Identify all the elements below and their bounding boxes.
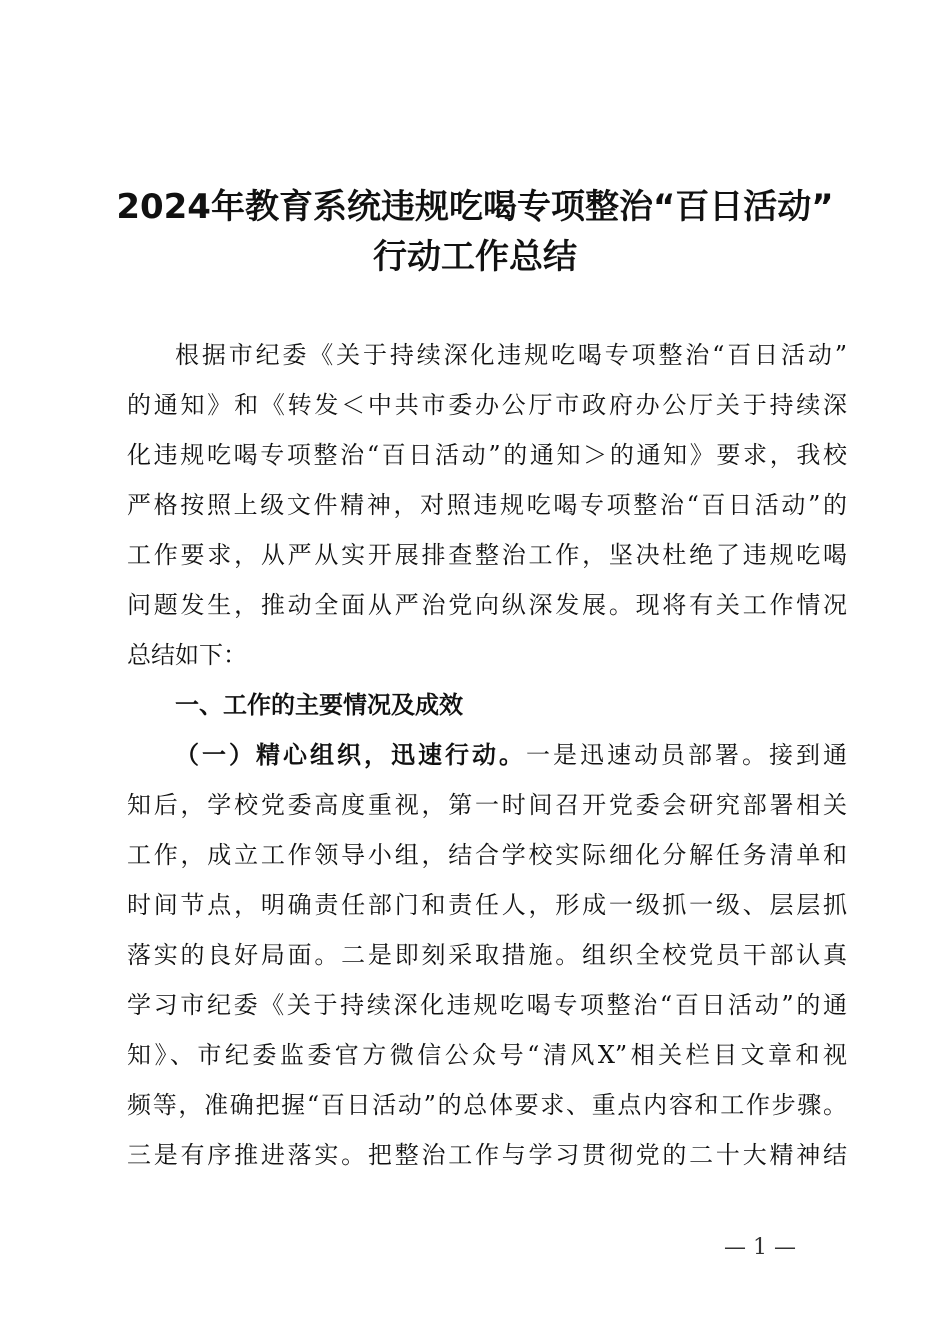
paragraph-line: 时间节点，明确责任部门和责任人，形成一级抓一级、层层抓 <box>127 891 847 919</box>
paragraph-line: 知后，学校党委高度重视，第一时间召开党委会研究部署相关 <box>127 791 847 819</box>
intro-line: 的通知》和《转发＜中共市委办公厅市政府办公厅关于持续深 <box>127 391 847 419</box>
intro-line: 问题发生，推动全面从严治党向纵深发展。现将有关工作情况 <box>127 591 847 619</box>
paragraph-line: 学习市纪委《关于持续深化违规吃喝专项整治“百日活动”的通 <box>127 991 847 1019</box>
subsection-heading: （一）精心组织，迅速行动。 <box>175 741 526 769</box>
paragraph-line: 知》、市纪委监委官方微信公众号“清风X”相关栏目文章和视 <box>127 1041 847 1069</box>
intro-line: 根据市纪委《关于持续深化违规吃喝专项整治“百日活动” <box>175 341 847 369</box>
intro-line: 总结如下： <box>127 641 247 669</box>
document-title-line-1: 2024年教育系统违规吃喝专项整治“百日活动” <box>116 187 834 227</box>
paragraph-line: 三是有序推进落实。把整治工作与学习贯彻党的二十大精神结 <box>127 1141 847 1169</box>
document-title-line-2: 行动工作总结 <box>373 237 577 277</box>
subsection-first-line-text: 一是迅速动员部署。接到通 <box>526 741 847 769</box>
subsection-first-line <box>127 730 847 780</box>
paragraph-line: 落实的良好局面。二是即刻采取措施。组织全校党员干部认真 <box>127 941 847 969</box>
document-body <box>127 330 847 1180</box>
paragraph-line: 频等，准确把握“百日活动”的总体要求、重点内容和工作步骤。 <box>127 1091 847 1119</box>
intro-line: 严格按照上级文件精神，对照违规吃喝专项整治“百日活动”的 <box>127 491 847 519</box>
intro-line: 工作要求，从严从实开展排查整治工作，坚决杜绝了违规吃喝 <box>127 541 847 569</box>
page-number: — 1 — <box>724 1235 796 1260</box>
section-heading: 一、工作的主要情况及成效 <box>175 691 463 719</box>
paragraph-line: 工作，成立工作领导小组，结合学校实际细化分解任务清单和 <box>127 841 847 869</box>
intro-line: 化违规吃喝专项整治“百日活动”的通知＞的通知》要求，我校 <box>127 441 847 469</box>
